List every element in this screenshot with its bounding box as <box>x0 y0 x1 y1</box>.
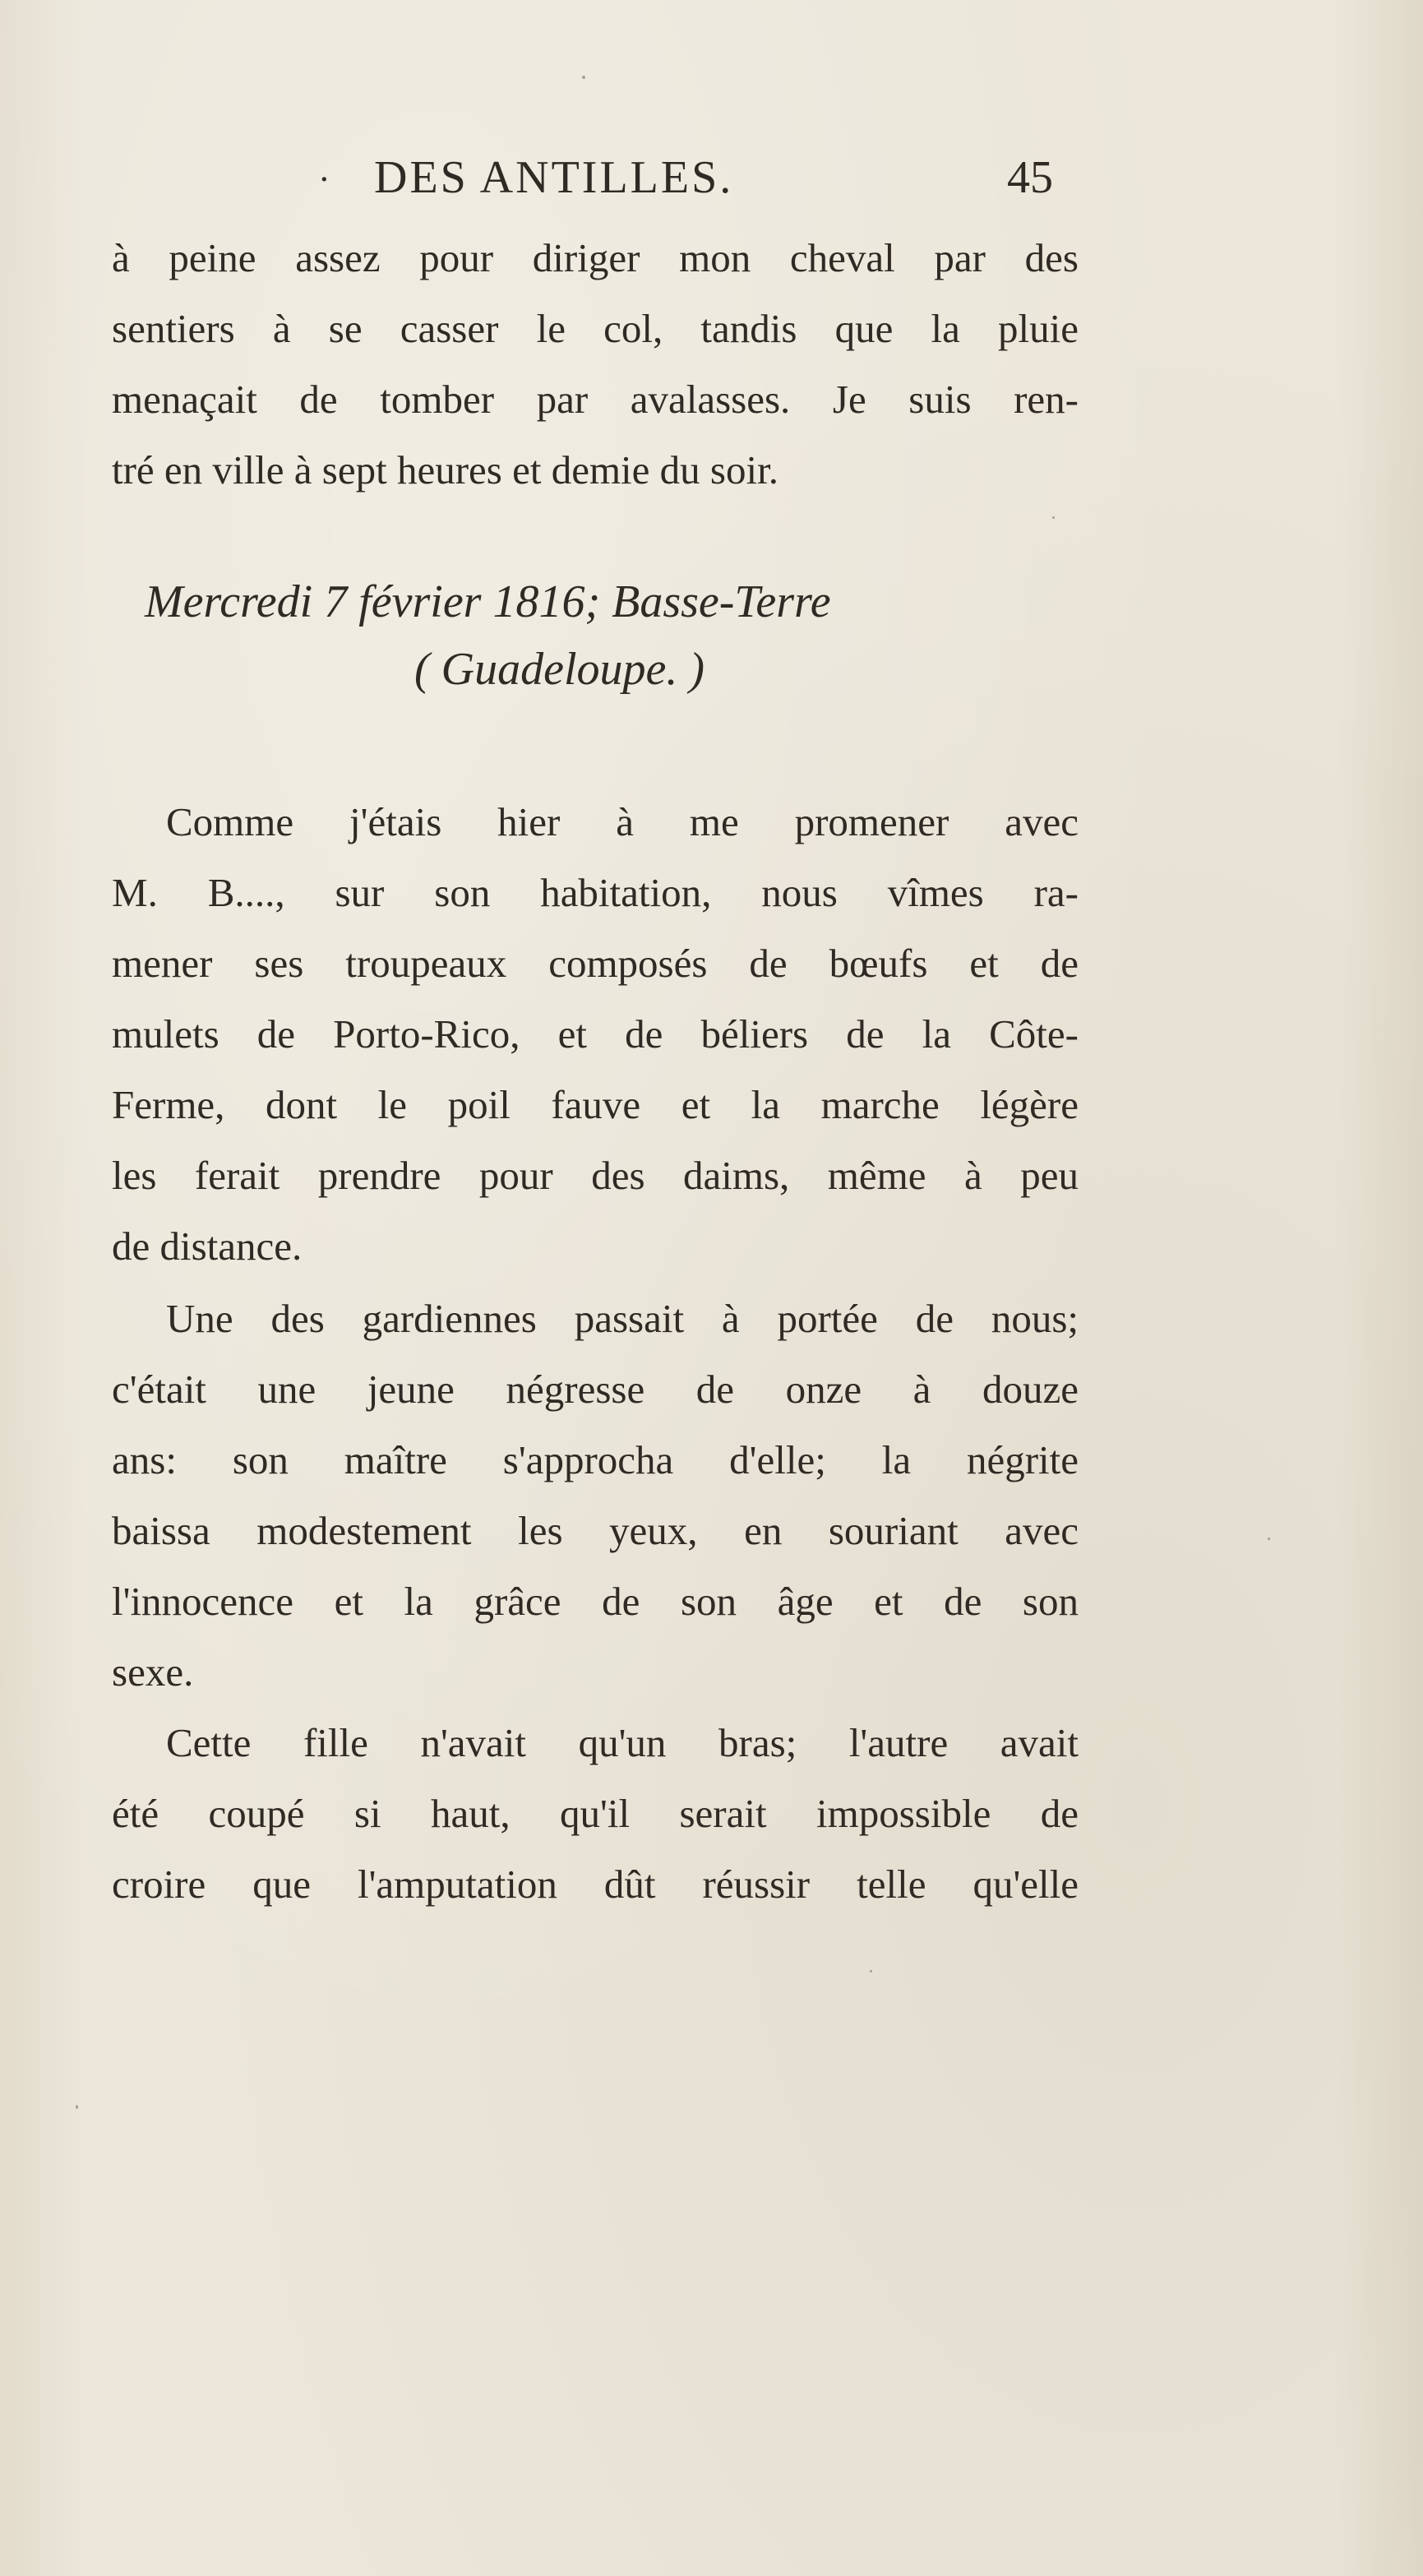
running-header <box>0 145 1423 210</box>
paper-speck <box>1052 516 1055 519</box>
text-line: de distance. <box>112 1223 303 1269</box>
text-line: été coupé si haut, qu'il serait impossible de <box>112 1791 1079 1836</box>
text-line: Cette fille n'avait qu'un bras; l'autre avait <box>166 1720 1079 1765</box>
text-line: Comme j'étais hier à me promener avec <box>166 799 1079 844</box>
text-line: Ferme, dont le poil fauve et la marche légère <box>112 1082 1079 1127</box>
text-line: les ferait prendre pour des daims, même à peu <box>112 1153 1079 1198</box>
text-line: à peine assez pour diriger mon cheval par des <box>112 235 1079 280</box>
text-line: Une des gardiennes passait à portée de nous; <box>166 1296 1079 1341</box>
entry-region: ( Guadeloupe. ) <box>414 644 705 695</box>
paper-speck <box>870 1970 872 1972</box>
text-line: M. B...., sur son habitation, nous vîmes ra- <box>112 870 1079 915</box>
page-number: 45 <box>1007 152 1053 203</box>
paragraph <box>112 1708 1079 1920</box>
entry-date-location: Mercredi 7 février 1816; Basse-Terre <box>145 576 831 627</box>
text-line: mulets de Porto-Rico, et de béliers de la Côte- <box>112 1011 1079 1057</box>
paragraph <box>112 787 1079 1282</box>
text-line: baissa modestement les yeux, en souriant avec <box>112 1508 1079 1553</box>
text-line: croire que l'amputation dût réussir telle qu'elle <box>112 1861 1079 1907</box>
text-line: menaçait de tomber par avalasses. Je suis ren- <box>112 377 1079 422</box>
text-line: c'était une jeune négresse de onze à douze <box>112 1367 1079 1412</box>
paragraph <box>112 1283 1079 1708</box>
running-title: DES ANTILLES. <box>374 152 734 203</box>
paper-speck <box>76 2105 78 2109</box>
header-mark: · <box>319 161 330 199</box>
text-line: sentiers à se casser le col, tandis que la pluie <box>112 306 1079 351</box>
paper-speck <box>582 76 585 79</box>
paper-speck <box>1268 1538 1270 1540</box>
text-line: mener ses troupeaux composés de bœufs et de <box>112 941 1079 986</box>
text-line: l'innocence et la grâce de son âge et de son <box>112 1579 1079 1624</box>
text-line: ans: son maître s'approcha d'elle; la négrite <box>112 1437 1079 1482</box>
paragraph-continued <box>112 223 1079 506</box>
text-line: tré en ville à sept heures et demie du soir. <box>112 447 778 493</box>
text-line: sexe. <box>112 1649 194 1695</box>
